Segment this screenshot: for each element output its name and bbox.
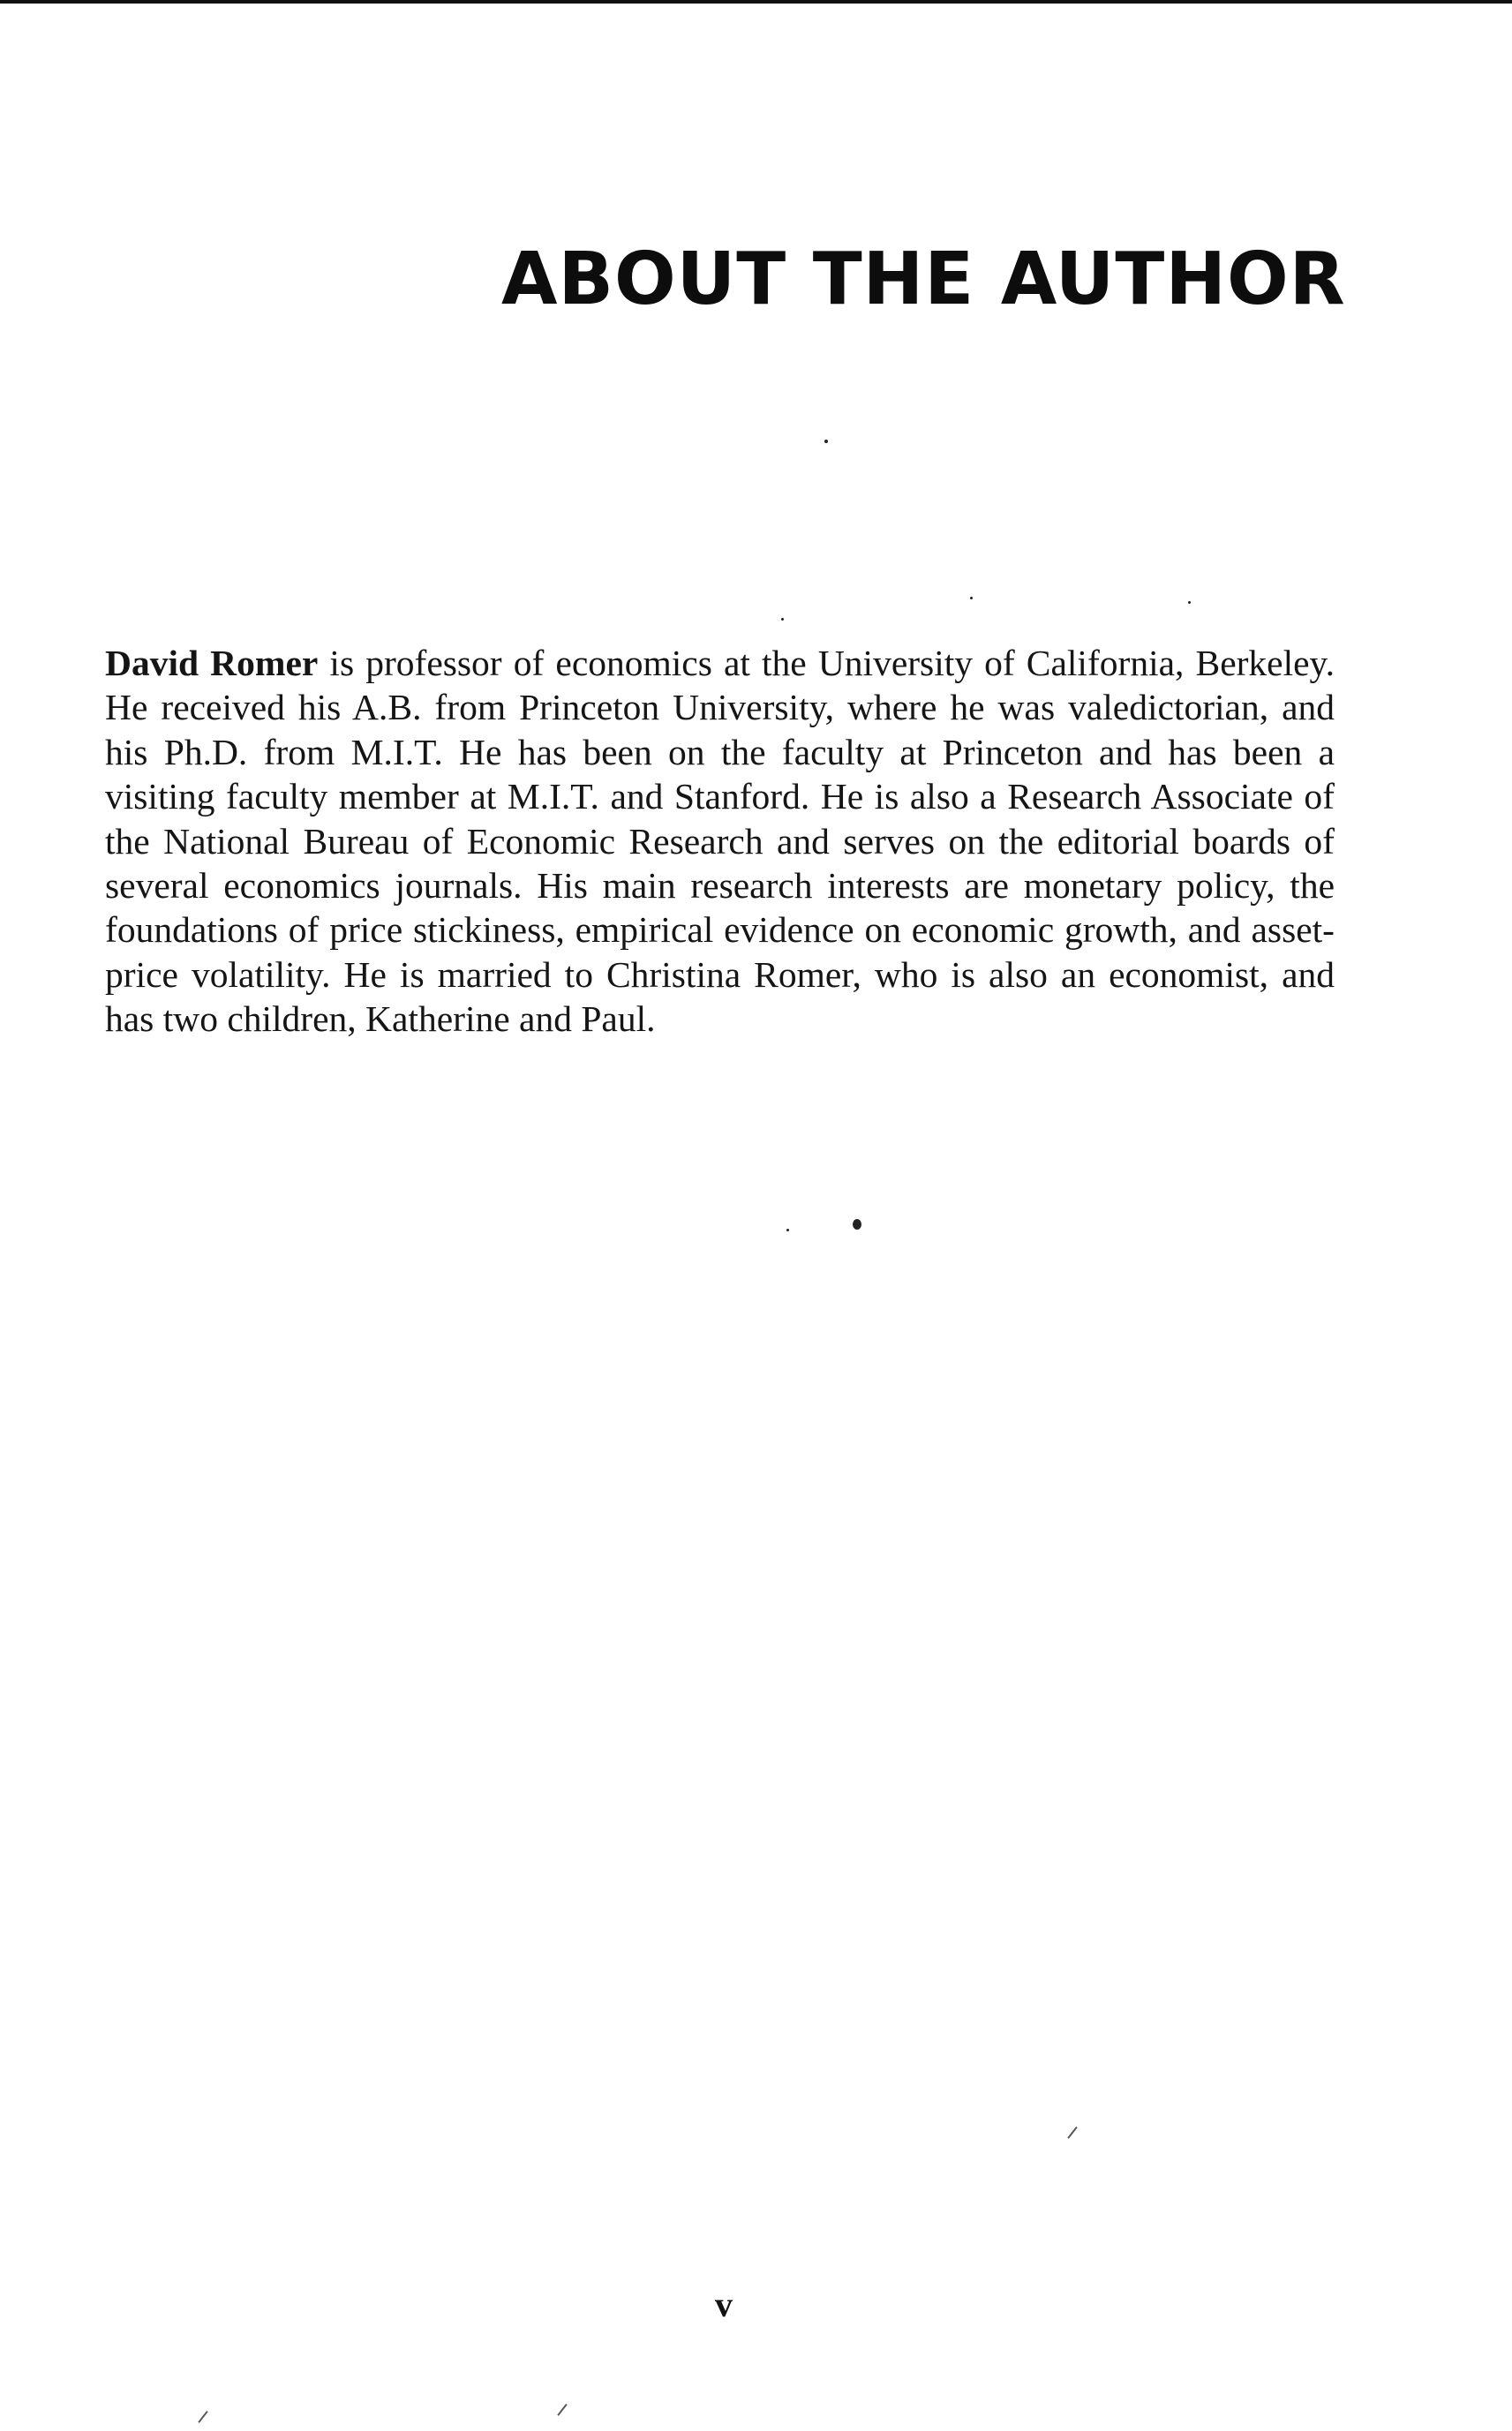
author-name: David Romer [105,643,319,683]
scan-speck [853,1219,861,1230]
author-bio-text: is professor of economics at the University of California, Berkeley. He received his A.B. from Princeton University, where he was valedictorian, and his Ph.D. from M.I.T. He has been on the faculty at Princeton and has been a visiting faculty member at M.I.T. and Stanford. He is also a Research Associate of the National Bureau of Economic Research and serves on the editorial boards of several economics journals. His main research interests are monetary policy, the foundations of price stickiness, empirical evidence on economic growth, and asset-price volatility. He is married to Christina Romer, who is also an economist, and has two children, Katherine and Paul. [105,643,1335,1040]
scan-speck [824,440,828,443]
scan-scratch [198,2411,207,2423]
scan-speck [1188,601,1191,604]
scan-speck [781,618,784,621]
scan-scratch [1067,2126,1077,2139]
page-title: ABOUT THE AUTHOR [501,237,1346,321]
top-rule [0,0,1512,4]
page-number: v [715,2284,733,2324]
scan-speck [970,597,973,599]
author-bio [105,641,1335,1042]
scan-speck [786,1229,789,1231]
scan-scratch [557,2404,567,2416]
